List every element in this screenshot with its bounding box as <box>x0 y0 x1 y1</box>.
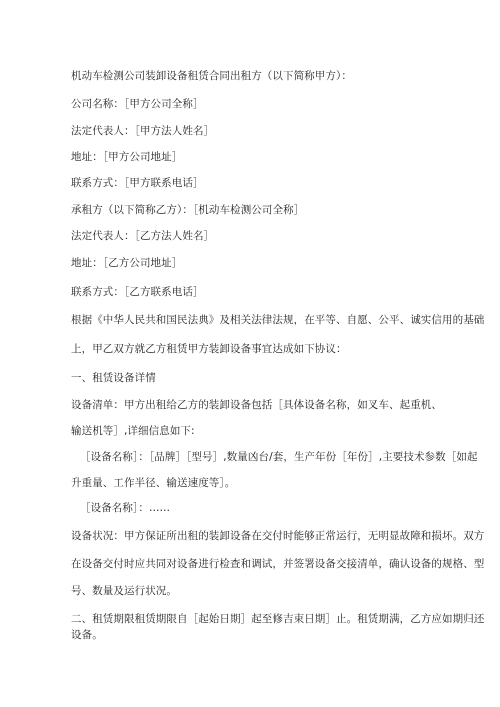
section-2-line-1: 二、租赁期限租赁期限自［起始日期］起至修吉束日期］止。租赁期满，乙方应如期归还 <box>71 613 485 625</box>
lessor-company-name: 公司名称：［甲方公司全称］ <box>71 98 204 110</box>
preamble-line-2: 上，甲乙双方就乙方租赁甲方装卸设备事宜达成如下协议： <box>71 343 347 355</box>
lessee-address: 地址：［乙方公司地址］ <box>71 257 183 269</box>
lessee-legal-representative: 法定代表人：［乙方法人姓名］ <box>71 230 215 242</box>
equipment-list-line-2: 输送机等］,详细信息如下: <box>71 425 195 437</box>
equipment-item-line-1: ［设备名称］：［品牌］［型号］,数量凶台/套，生产年份［年份］,主要技术参数［如起 <box>80 451 478 463</box>
section-1-heading: 一、租赁设备详情 <box>71 372 156 384</box>
equipment-list-line-1: 设备清单：甲方出租给乙方的装卸设备包括［具体设备名称，如叉车、起重机、 <box>71 399 442 411</box>
equipment-condition-line-3: 号、数量及运行状况。 <box>71 585 177 597</box>
lessor-address: 地址：［甲方公司地址］ <box>71 151 183 163</box>
lessor-contact: 联系方式：［甲方联系电话］ <box>71 177 204 189</box>
equipment-condition-line-1: 设备状况：甲方保证所出租的装卸设备在交付时能够正常运行，无明显故障和损坏。双方 <box>71 530 485 542</box>
equipment-item-line-2: 升重量、工作半径、输送速度等］。 <box>71 477 236 489</box>
section-2-line-2: 设备。 <box>71 629 103 641</box>
lessor-heading: 机动车检测公司装卸设备租赁合同出租方（以下简称甲方）： <box>71 70 352 82</box>
lessee-contact: 联系方式：［乙方联系电话］ <box>71 286 204 298</box>
equipment-item-2: ［设备名称］：…… <box>80 502 171 514</box>
lessor-legal-representative: 法定代表人：［甲方法人姓名］ <box>71 125 215 137</box>
lessee-heading: 承租方（以下简称乙方）：［机动车检测公司全称］ <box>71 204 305 216</box>
preamble-line-1: 根据《中华人民共和国民法典》及相关法律法规，在平等、自愿、公平、诚实信用的基础 <box>71 314 485 326</box>
equipment-condition-line-2: 在设备交付时应共同对设备进行检查和调试，并签署设备交接清单，确认设备的规格、型 <box>71 558 485 570</box>
